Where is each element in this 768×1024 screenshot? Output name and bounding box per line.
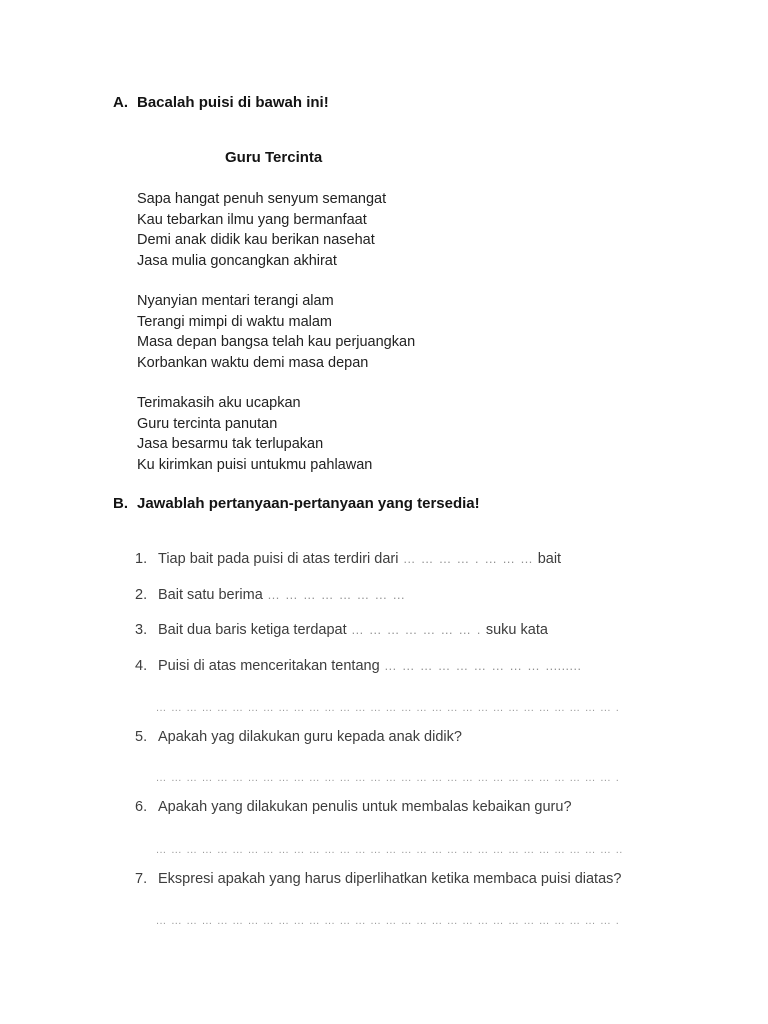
question-prefix: Ekspresi apakah yang harus diperlihatkan ketika membaca puisi diatas? — [158, 871, 622, 887]
poem-line: Kau tebarkan ilmu yang bermanfaat — [137, 211, 367, 228]
section-b-marker: B. — [113, 495, 128, 512]
poem-line: Guru tercinta panutan — [137, 415, 278, 432]
question-2 — [0, 586, 768, 605]
section-a-title: Bacalah puisi di bawah ini! — [137, 94, 329, 111]
question-text — [158, 728, 462, 747]
question-text — [158, 550, 561, 569]
fill-in-dots: ... ... ... ... . ... ... ... — [403, 552, 533, 566]
poem-line: Nyanyian mentari terangi alam — [137, 293, 334, 309]
poem-line: Masa depan bangsa telah kau perjuangkan — [137, 334, 416, 350]
question-1 — [0, 550, 768, 569]
question-prefix: Bait dua baris ketiga terdapat — [158, 622, 347, 638]
poem-line: Jasa mulia goncangkan akhirat — [137, 252, 337, 269]
question-number: 5. — [135, 729, 148, 745]
fill-in-dots: ... ... ... ... ... ... ... ... — [267, 588, 405, 602]
answer-line: ... ... ... ... ... ... ... ... ... ... ... ... ... ... ... ... ... ... ... ... ... ... ... ... ... ... ... ... ... ... . — [156, 915, 620, 927]
section-b-heading — [0, 494, 768, 513]
question-text — [158, 586, 410, 605]
poem-line: Ku kirimkan puisi untukmu pahlawan — [137, 456, 373, 473]
fill-in-dots: ... ... ... ... ... ... ... . — [351, 623, 481, 637]
question-prefix: Bait satu berima — [158, 587, 263, 603]
poem-stanza-3 — [0, 393, 768, 475]
question-text — [158, 870, 621, 889]
question-6 — [0, 798, 768, 817]
question-number: 3. — [135, 622, 148, 638]
question-number: 4. — [135, 658, 148, 674]
question-suffix: suku kata — [485, 622, 548, 638]
answer-line: ... ... ... ... ... ... ... ... ... ... ... ... ... ... ... ... ... ... ... ... ... ... ... ... ... ... ... ... ... ... . — [156, 772, 620, 784]
question-text — [158, 621, 548, 640]
question-prefix: Apakah yang dilakukan penulis untuk membalas kebaikan guru? — [158, 799, 572, 815]
question-text — [158, 657, 586, 676]
poem-title: Guru Tercinta — [225, 149, 323, 166]
section-a-heading — [0, 93, 768, 112]
section-a-marker: A. — [113, 94, 128, 111]
question-7 — [0, 870, 768, 889]
poem-line: Jasa besarmu tak terlupakan — [137, 436, 324, 452]
question-prefix: Apakah yag dilakukan guru kepada anak didik? — [158, 729, 462, 745]
poem-stanza-2 — [0, 291, 768, 373]
fill-in-dots: ... ... ... ... ... ... ... ... ... ......... — [384, 659, 582, 673]
question-5 — [0, 728, 768, 747]
answer-line: ... ... ... ... ... ... ... ... ... ... ... ... ... ... ... ... ... ... ... ... ... ... ... ... ... ... ... ... ... ... .. — [156, 844, 623, 856]
poem-line: Demi anak didik kau berikan nasehat — [137, 232, 375, 248]
question-suffix: bait — [537, 551, 562, 567]
question-prefix: Tiap bait pada puisi di atas terdiri dari — [158, 551, 399, 567]
poem-line: Sapa hangat penuh senyum semangat — [137, 191, 387, 207]
poem-line: Terangi mimpi di waktu malam — [137, 313, 333, 330]
question-prefix: Puisi di atas menceritakan tentang — [158, 658, 380, 674]
question-number: 6. — [135, 799, 148, 815]
question-number: 1. — [135, 551, 148, 567]
question-text — [158, 798, 572, 817]
question-4 — [0, 657, 768, 676]
question-number: 7. — [135, 871, 148, 887]
answer-line: ... ... ... ... ... ... ... ... ... ... ... ... ... ... ... ... ... ... ... ... ... ... ... ... ... ... ... ... ... ... . — [156, 702, 620, 714]
question-number: 2. — [135, 587, 148, 603]
section-b-title: Jawablah pertanyaan-pertanyaan yang tersedia! — [137, 495, 480, 512]
question-3 — [0, 621, 768, 640]
poem-line: Korbankan waktu demi masa depan — [137, 354, 369, 371]
poem-line: Terimakasih aku ucapkan — [137, 395, 301, 411]
poem-stanza-1 — [0, 189, 768, 271]
